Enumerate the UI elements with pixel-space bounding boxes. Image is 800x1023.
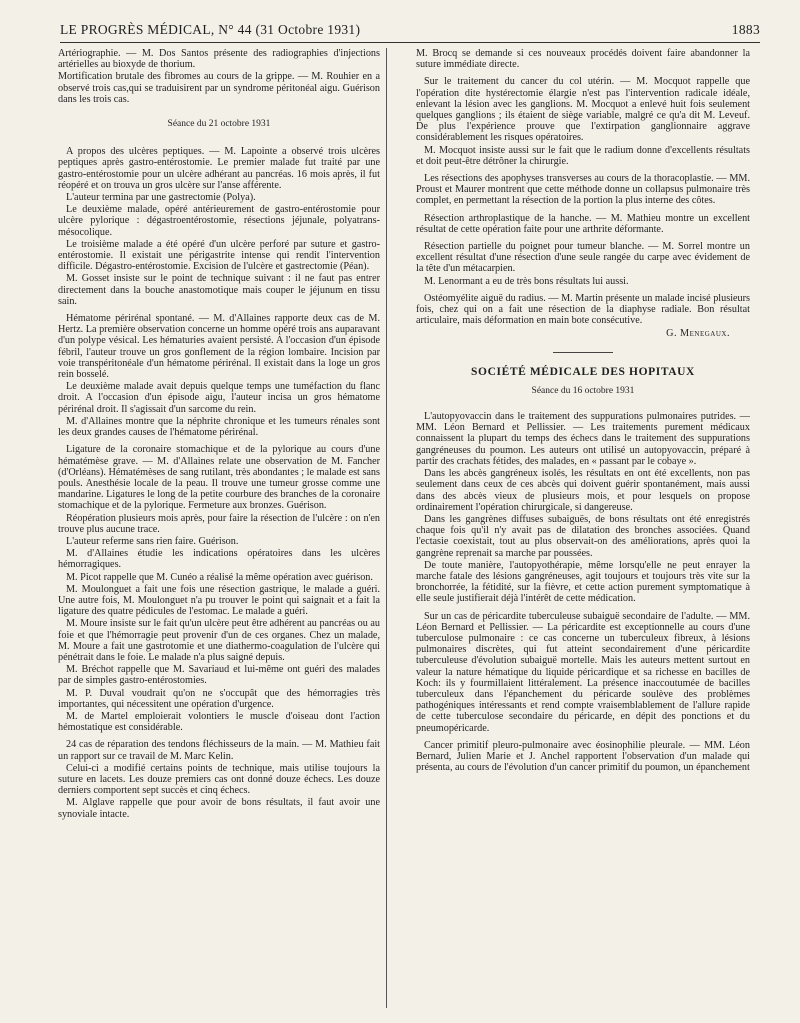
paragraph: Hématome périrénal spontané. — M. d'Allaines rapporte deux cas de M. Hertz. La première observation concerne un homme opéré trois ans auparavant d'un polype vésical. Les hématuries avaient persisté. A l'occasion d'un épisode fébril, l'auteur trouve un gros gonflement de la région lombaire. Incision par voie transpéritonéale d'un hématome périrénal. Il existait dans la loge un gros rein bosselé. (58, 313, 380, 381)
society-heading: SOCIÉTÉ MÉDICALE DES HOPITAUX (471, 365, 695, 378)
paragraph: Artériographie. — M. Dos Santos présente des radiographies d'injections artérielles au bioxyde de thorium. (58, 48, 380, 71)
paragraph: Cancer primitif pleuro-pulmonaire avec éosinophilie pleurale. — MM. Léon Bernard, Julien Marie et J. Anchel rapportent l'observation d'un malade qui présenta, au cours de l'évolution d'un cancer primitif du poumon, un épanchement (416, 739, 750, 774)
paragraph: M. Picot rappelle que M. Cunéo a réalisé la même opération avec guérison. (66, 571, 373, 583)
paragraph: M. d'Allaines étudie les indications opératoires dans les ulcères hémorragiques. (58, 548, 380, 571)
paragraph: L'autopyovaccin dans le traitement des suppurations pulmonaires putrides. — MM. Léon Bernard et Pellissier. — Les traitements purement médicaux connaissent la plupart du temps des échecs dans le traitement des suppurations gangréneuses du poumon. Les auteurs ont utilisé un autopyovaccin, préparé à partir des crachats fétides, des malades, en « passant par le cobaye ». (416, 411, 750, 467)
page-number: 1883 (731, 22, 760, 37)
paragraph: M. Moulonguet a fait une fois une résection gastrique, le malade a guéri. Une autre fois, M. Moulonguet n'a pu trouver le point qui saignait et a fait la ligature des quatre pédicules de l'estomac. Le malade a guéri. (58, 583, 380, 618)
right-column (416, 48, 750, 1010)
paragraph: Ligature de la coronaire stomachique et de la pylorique au cours d'une hématémèse grave. — M. d'Allaines relate une observation de M. Fancher (d'Orléans). Hématémèses de sang rutilant, très abondantes ; le malade est sans pouls. Anesthésie locale de la peau. Il trouve une tumeur grosse comme une mandarine. Ligatures le long de la petite courbure des branches de la coronaire stomachique et de la pylorique. Fermeture aux bronzes. Guérison. (58, 444, 380, 512)
section-separator (553, 352, 613, 353)
paragraph: A propos des ulcères peptiques. — M. Lapointe a observé trois ulcères peptiques après gastro-entérostomie. Le premier malade fut traité par une gastro-entérostomie pour un ulcère adhérant au pancréas. 16 mois après, il fut réopéré et on trouva un gros ulcère sur l'anse afférente. (58, 146, 380, 191)
paragraph: Mortification brutale des fibromes au cours de la grippe. — M. Rouhier en a observé trois cas,qui se traduisirent par un syndrome péritonéal aigu. Guérison dans les trois cas. (58, 71, 380, 105)
paragraph: M. Mocquot insiste aussi sur le fait que le radium donne d'excellents résultats et doit peut-être détrôner la chirurgie. (416, 144, 750, 167)
session-heading: Séance du 21 octobre 1931 (167, 119, 271, 130)
paragraph: M. Bréchot rappelle que M. Savariaud et lui-même ont guéri des malades par de simples gastro-entérostomies. (58, 664, 380, 687)
paragraph: Ostéomyélite aiguë du radius. — M. Martin présente un malade incisé plusieurs fois, chez qui on a fait une résection de la diaphyse radiale. Bon résultat articulaire, mais déformation en main bote consécutive. (416, 292, 750, 327)
session-heading: Séance du 16 octobre 1931 (531, 385, 635, 396)
paragraph: M. Brocq se demande si ces nouveaux procédés doivent faire abandonner la suture immédiate directe. (416, 48, 750, 71)
paragraph: Résection partielle du poignet pour tumeur blanche. — M. Sorrel montre un excellent résultat d'une résection d'une seule rangée du carpe avec évidement de la tête d'un métacarpien. (416, 241, 750, 275)
header-rule (60, 42, 760, 43)
paragraph: L'auteur referme sans rien faire. Guérison. (66, 535, 239, 547)
paragraph: M. Moure insiste sur le fait qu'un ulcère peut être adhérent au pancréas ou au foie et que l'hémorragie peut provenir d'un de ces organes. Chez un malade, M. Moure a fait une gastrotomie et une diathermo-coagulation de l'ulcère qui pénétrait dans le foie. Le malade n'a plus saigné depuis. (58, 618, 380, 663)
paragraph: M. de Martel emploierait volontiers le muscle d'oiseau dont l'action hémostatique est considérable. (58, 710, 380, 734)
paragraph: Résection arthroplastique de la hanche. — M. Mathieu montre un excellent résultat de cette opération faite pour une arthrite déformante. (416, 212, 750, 235)
left-column (58, 48, 380, 1010)
paragraph: De toute manière, l'autopyothérapie, même lorsqu'elle ne peut enrayer la marche fatale des lésions gangréneuses, agit toujours et toujours très vite sur la bronchorrée, la fétidité, sur la fièvre, et cette action purement symptomatique à elle seule justifierait déjà l'intérêt de cette médication. (416, 559, 750, 605)
page-header (60, 16, 760, 42)
paragraph: Dans les abcès gangréneux isolés, les résultats en ont été excellents, non pas seulement dans ceux de ces abcès qui doivent guérir spontanément, mais aussi dans des abcès vieux de plusieurs mois, et pour lesquels on propose ordinairement l'opération chirurgicale, si dangereuse. (416, 468, 750, 513)
running-title: LE PROGRÈS MÉDICAL, N° 44 (31 Octobre 1931) (60, 22, 361, 37)
paragraph: Le deuxième malade, opéré antérieurement de gastro-entérostomie pour ulcère pylorique : dégastroentérostomie, résections jéjunale, polyatrans-mésocolique. (58, 204, 380, 238)
paragraph: L'auteur termina par une gastrectomie (Polya). (66, 192, 256, 204)
paragraph: M. Gosset insiste sur le point de technique suivant : il ne faut pas entrer directement dans la bouche anastomotique mais couper le jéjunum en tissu sain. (58, 273, 380, 307)
paragraph: M. Alglave rappelle que pour avoir de bons résultats, il faut avoir une synoviale intacte. (58, 797, 380, 820)
paragraph: M. Lenormant a eu de très bons résultats lui aussi. (424, 275, 629, 287)
paragraph: Réopération plusieurs mois après, pour faire la résection de l'ulcère : on n'en trouve plus aucune trace. (58, 512, 380, 535)
paragraph: Le troisième malade a été opéré d'un ulcère perforé par suture et gastro-entérostomie. Il existait une périgastrite intense qui rendit l'intervention difficile. Dégastro-entérostomie. Excision de l'ulcère et gastrectomie (Péan). (58, 238, 380, 273)
paragraph: Celui-ci a modifié certains points de technique, mais utilise toujours la suture en lacets. Les douze premiers cas ont donné douze échecs. Les douze derniers comportent sept succès et cinq échecs. (58, 762, 380, 797)
column-divider (386, 48, 387, 1008)
paragraph: Le deuxième malade avait depuis quelque temps une tuméfaction du flanc droit. A l'occasion d'un épisode aigu, l'auteur incisa un gros hématome périrénal droit. Il s'agissait d'un sarcome du rein. (58, 381, 380, 415)
paragraph: Dans les gangrènes diffuses subaiguës, de bons résultats ont été enregistrés chaque fois qu'il n'y avait pas de dilatation des bronches associées. Quand l'ectasie coexistait, tout au plus observait-on des améliorations, après quoi la gangrène reprenait sa marche par poussées. (416, 513, 750, 559)
paragraph: M. P. Duval voudrait qu'on ne s'occupât que des hémorragies très importantes, qui nécessitent une opération d'urgence. (58, 687, 380, 710)
paragraph: 24 cas de réparation des tendons fléchisseurs de la main. — M. Mathieu fait un rapport sur ce travail de M. Marc Kelin. (58, 739, 380, 762)
author-signature: G. Menegaux. (666, 328, 730, 340)
paragraph: M. d'Allaines montre que la néphrite chronique et les tumeurs rénales sont les deux grandes causes de l'hématome périrénal. (58, 415, 380, 439)
paragraph: Sur le traitement du cancer du col utérin. — M. Mocquot rappelle que l'opération dite hystérectomie élargie n'est pas l'intervention radicale idéale, enlevant la lésion avec les ganglions. M. Mocquot a enlevé huit fois seulement quelques ganglions ; ils étaient de siège variable, malgré ce qu'a dit M. Leveuf. De plus l'expérience prouve que l'extirpation ganglionnaire aggrave considérablement les risques opératoires. (416, 76, 750, 144)
paragraph: Sur un cas de péricardite tuberculeuse subaiguë secondaire de l'adulte. — MM. Léon Bernard et Pellissier. — La péricardite est exceptionnelle au cours d'une tuberculose pulmonaire : ce cas concerne un tuberculeux fibreux, à lésions pulmonaires discrètes, qui fut atteint secondairement d'une péricardite tuberculeuse d'évolution subaiguë mortelle. Mais les auteurs mettent surtout en valeur la nature hématique du liquide péricardique et sa richesse en bacilles de Koch: ils y fourmillaient littéralement. La présence inaccoutumée de bacilles tuberculeux dans l'épanchement du péricarde soulève des problèmes pathogéniques intéressants et rend compte vraisemblablement de l'allure rapide de cette tuberculose secondaire du péricarde, en dépit des ponctions et du pneumopéricarde. (416, 610, 750, 734)
paragraph: Les résections des apophyses transverses au cours de la thoracoplastie. — MM. Proust et Maurer montrent que cette méthode donne un collapsus pulmonaire très complet, en permettant la résection de la portion la plus interne des côtes. (416, 173, 750, 207)
